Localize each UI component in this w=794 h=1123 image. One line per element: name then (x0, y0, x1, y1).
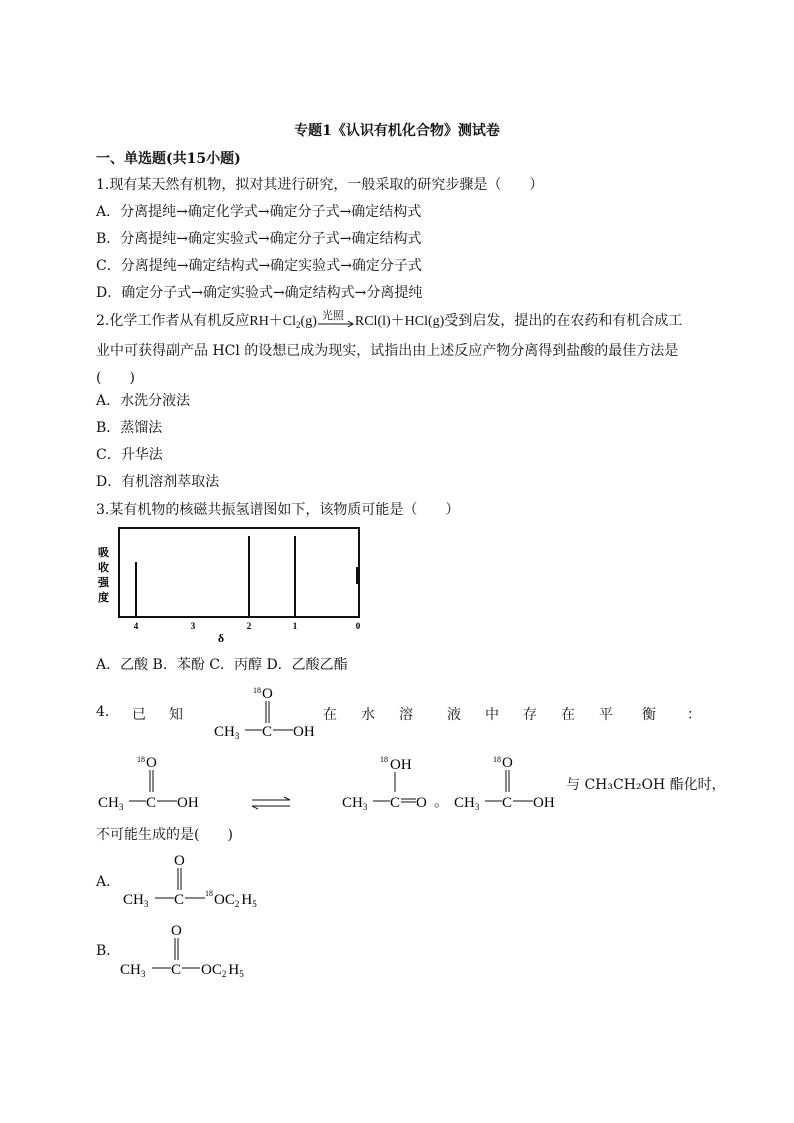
q1-option-c[interactable]: C．分离提纯→确定结构式→确定实验式→确定分子式 (96, 258, 422, 274)
reaction-equation (249, 309, 445, 330)
tick-label-4: 4 (133, 621, 139, 631)
option-b-ester-structure[interactable] (118, 920, 278, 980)
q4-word: 存 (523, 707, 537, 723)
q4-word: 衡 (642, 707, 656, 723)
methyl-group: $CH_3$ (120, 962, 146, 979)
methyl-group: $CH_3$ (214, 724, 240, 741)
q4-word: 在 (561, 707, 575, 723)
q1-option-a[interactable]: A．分离提纯→确定化学式→确定分子式→确定结构式 (96, 204, 422, 220)
carbon-atom: C (174, 892, 185, 908)
ylabel-char-4: 度 (98, 592, 109, 604)
methyl-group: $CH_3$ (98, 795, 124, 812)
q4-word: ： (687, 707, 701, 723)
oxygen-atom: O (171, 923, 182, 939)
oxygen-atom: O (262, 686, 273, 702)
equilibrium-left-structure (96, 752, 221, 812)
page-title: 专题1《认识有机化合物》测试卷 (294, 123, 500, 139)
equation-left-subscript: 2 (296, 320, 301, 330)
hydroxyl-group: OH (293, 724, 315, 740)
question-4-stem-line-2: 不可能生成的是( ) (96, 827, 233, 843)
q1-option-d[interactable]: D．确定分子式→确定实验式→确定结构式→分离提纯 (96, 285, 423, 301)
carbon-atom: C (262, 724, 273, 740)
q4-word: 溶 (399, 707, 413, 723)
ylabel-char-2: 收 (98, 562, 109, 574)
question-3-stem: 3.某有机物的核磁共振氢谱图如下，该物质可能是（ ） (96, 502, 460, 518)
isotope-label: 18 (137, 755, 145, 764)
equation-left-state: (g) (300, 314, 317, 329)
q2-option-d[interactable]: D．有机溶剂萃取法 (96, 474, 220, 490)
acetic-acid-18o-structure-2 (452, 752, 567, 812)
q2-stem-start: 2.化学工作者从有机反应 (96, 313, 250, 329)
q4-word: 4. (96, 704, 110, 720)
equation-right: RCl(l)＋HCl(g) (354, 314, 445, 329)
acetic-acid-18o-structure (212, 683, 322, 743)
q4-option-b[interactable]: B． (96, 943, 121, 959)
q4-word: 水 (361, 707, 375, 723)
option-a-ester-structure[interactable] (121, 850, 281, 910)
q2-option-a[interactable]: A．水洗分液法 (96, 393, 191, 409)
xlabel-delta: δ (217, 631, 225, 644)
q4-word: 已 (132, 707, 146, 723)
oxygen-atom: O (502, 755, 513, 771)
methyl-group: $CH_3$ (123, 892, 149, 909)
q4-word: 中 (485, 707, 499, 723)
q2-option-c[interactable]: C．升华法 (96, 447, 163, 463)
question-2-blank: ( ) (96, 370, 135, 386)
ylabel-char-1: 吸 (98, 547, 109, 559)
reaction-arrow (317, 309, 355, 331)
isotope-label: 18 (493, 755, 501, 764)
arrow-icon (317, 313, 355, 331)
oxygen-atom: O (174, 853, 185, 869)
q2-option-b[interactable]: B．蒸馏法 (96, 420, 163, 436)
hydroxyl-group: OH (390, 757, 412, 773)
section-heading: 一、单选题(共15小题) (96, 151, 241, 167)
q4-stem-tail: 与 CH₃CH₂OH 酯化时， (566, 777, 726, 793)
equilibrium-arrows-icon (250, 796, 292, 810)
q4-word: 知 (169, 707, 183, 723)
isotope-label: 18 (205, 889, 213, 898)
methyl-group: $CH_3$ (454, 795, 480, 812)
hydroxyl-group: OH (533, 795, 555, 811)
carbon-atom: C (502, 795, 513, 811)
question-1-stem: 1.现有某天然有机物，拟对其进行研究，一般采取的研究步骤是（ ） (96, 177, 544, 193)
ethoxy-group: $OC_2$ $H_5$ (201, 962, 244, 979)
carbon-atom: C (146, 795, 157, 811)
q4-word: 平 (599, 707, 613, 723)
carbon-atom: C (171, 962, 182, 978)
carbon-atom: C (390, 795, 401, 811)
isotope-label: 18 (380, 755, 388, 764)
spectrum-frame (119, 528, 359, 617)
question-2-stem-line-1 (96, 309, 683, 334)
nmr-spectrum (92, 522, 382, 644)
q4-word: 液 (447, 707, 461, 723)
isotope-label: 18 (253, 686, 261, 695)
methyl-group: $CH_3$ (342, 795, 368, 812)
q1-option-b[interactable]: B．分离提纯→确定实验式→确定分子式→确定结构式 (96, 231, 422, 247)
q2-stem-continued: 受到启发，提出的在农药和有机合成工 (444, 313, 683, 329)
arrow-condition-label: 光照 (321, 309, 344, 322)
q3-options[interactable]: A．乙酸 B．苯酚 C．丙醇 D．乙酸乙酯 (96, 657, 348, 673)
q4-word: 在 (323, 707, 337, 723)
oxygen-atom: O (146, 755, 157, 771)
question-2-stem-line-2: 业中可获得副产品 HCl 的设想已成为现实，试指出由上述反应产物分离得到盐酸的最佳方法是 (96, 343, 679, 359)
q4-option-a[interactable]: A． (96, 874, 121, 890)
period-mark: 。 (434, 792, 450, 810)
ethoxy-group: $OC_2$ $H_5$ (214, 892, 257, 909)
ylabel-char-3: 强 (98, 577, 109, 589)
tick-label-1: 1 (292, 621, 298, 631)
tick-label-0: 0 (355, 621, 361, 631)
equation-left: RH＋Cl (249, 314, 297, 329)
tick-label-2: 2 (246, 621, 252, 631)
oxygen-atom: O (416, 795, 427, 811)
tick-label-3: 3 (190, 621, 196, 631)
hydroxyl-group: OH (177, 795, 199, 811)
